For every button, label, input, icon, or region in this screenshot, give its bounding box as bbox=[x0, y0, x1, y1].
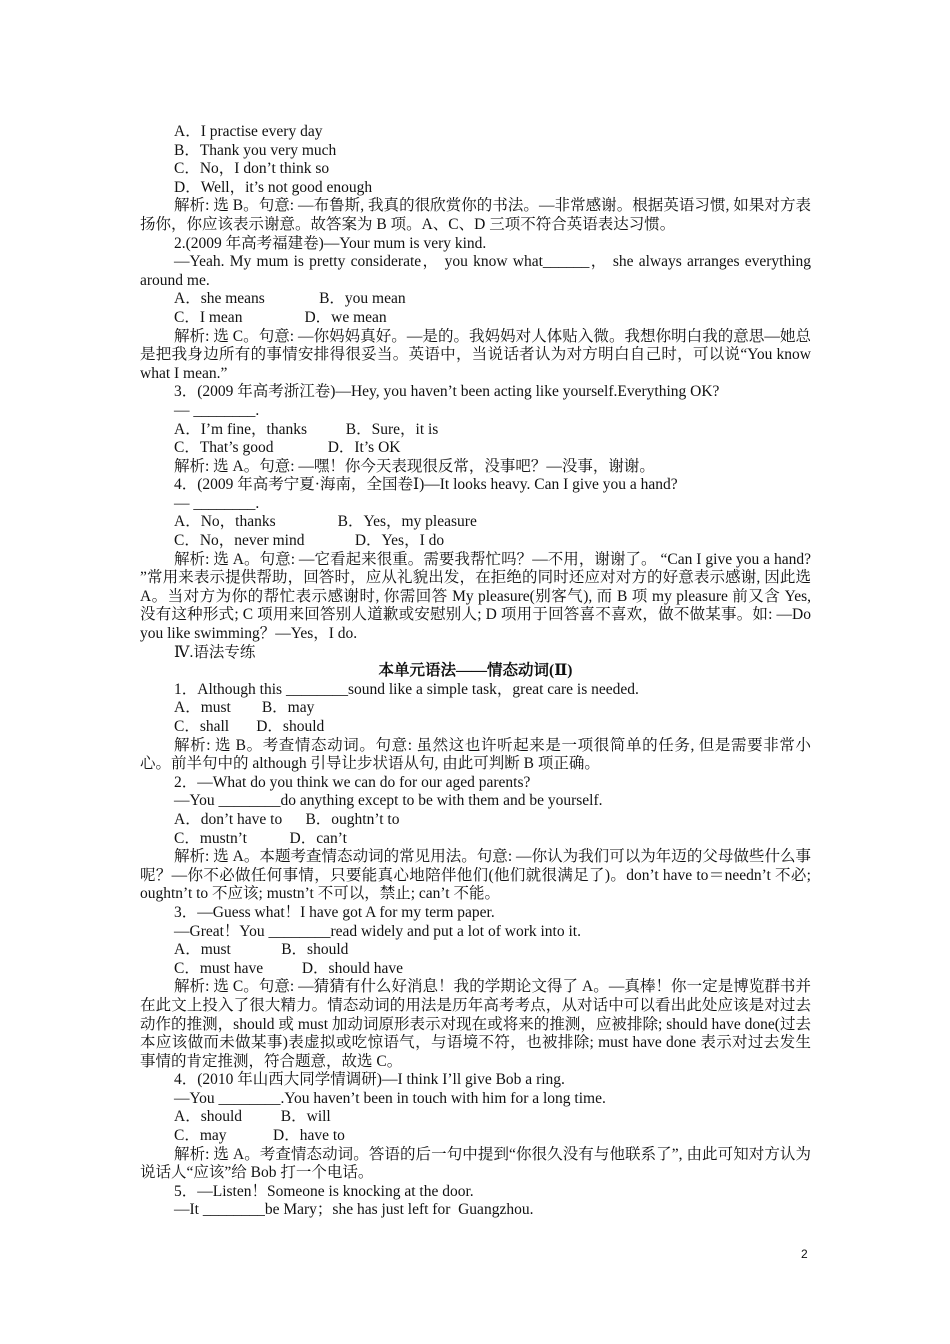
paragraph: 解析: 选 A。句意: —它看起来很重。需要我帮忙吗？—不用，谢谢了。 “Can I give you a hand? ”常用来表示提供帮助，回答时，应从礼貌出发，在拒绝的同时还应对对方的好意表示感谢, 因此选 A。当对方为你的帮忙表示感谢时, 你需回答 My pleasure(别客气), 而 B 项 my pleasure 前又含 Yes, 没有这种形式; C 项用来回答别人道歉或安慰别人; D 项用于回答喜不喜欢，做不做某事。如: —Do you like swimming？—Yes，I do. bbox=[140, 550, 811, 643]
text-line: B．Thank you very much bbox=[174, 141, 337, 159]
text-line: C．must have D．should have bbox=[174, 959, 404, 977]
text-line: A．No，thanks B．Yes，my pleasure bbox=[174, 513, 477, 531]
text-line: —It ________be Mary；she has just left for Guangzhou. bbox=[174, 1201, 534, 1219]
section-title: 本单元语法——情态动词(Ⅱ) bbox=[378, 662, 573, 680]
text-line: 3．(2009 年高考浙江卷)—Hey, you haven’t been acting like yourself.Everything OK? bbox=[174, 383, 720, 401]
text-line: A．I practise every day bbox=[174, 123, 323, 140]
text-line: C．That’s good D．It’s OK bbox=[174, 439, 401, 457]
text-line: D．Well，it’s not good enough bbox=[174, 178, 373, 196]
text-line: C．may D．have to bbox=[174, 1127, 345, 1145]
document-body bbox=[140, 123, 811, 1220]
text-line: A．should B．will bbox=[174, 1108, 331, 1126]
text-line: A．must B．should bbox=[174, 941, 349, 959]
text-line: 3．—Guess what！I have got A for my term paper. bbox=[174, 903, 495, 921]
paragraph: 解析: 选 B。句意: —布鲁斯, 我真的很欣赏你的书法。—非常感谢。根据英语习惯, 如果对方表扬你，你应该表示谢意。故答案为 B 项。A、C、D 三项不符合英语表达习惯。 bbox=[140, 197, 811, 233]
text-line: 解析: 选 A。句意: —嘿！你今天表现很反常，没事吧？—没事，谢谢。 bbox=[174, 457, 655, 475]
text-line: —You ________do anything except to be with them and be yourself. bbox=[174, 792, 603, 810]
text-line: Ⅳ.语法专练 bbox=[174, 643, 256, 661]
text-line: — ________. bbox=[174, 494, 260, 512]
text-line: C．No，never mind D．Yes，I do bbox=[174, 532, 445, 550]
text-line: —You ________.You haven’t been in touch with him for a long time. bbox=[174, 1089, 606, 1107]
text-line: —Great！You ________read widely and put a lot of work into it. bbox=[174, 922, 581, 940]
paragraph: 解析: 选 A。考查情态动词。答语的后一句中提到“你很久没有与他联系了”, 由此可知对方认为说话人“应该”给 Bob 打一个电话。 bbox=[140, 1145, 811, 1182]
paragraph: 解析: 选 C。句意: —猜猜有什么好消息！我的学期论文得了 A。—真棒！你一定是博览群书并在此文上投入了很大精力。情态动词的用法是历年高考考点，从对话中可以看出此处应该是对过去动作的推测，should 或 must 加动词原形表示对现在或将来的推测，应被排除; should have done(过去本应该做而未做某事)表虚拟或吃惊语气，与语境不符，也被排除; must have done 表示对过去发生事情的肯定推测，符合题意，故选 C。 bbox=[140, 978, 811, 1070]
text-line: — ________. bbox=[174, 401, 260, 419]
text-line: C．No，I don’t think so bbox=[174, 160, 330, 178]
text-line: 2．—What do you think we can do for our aged parents? bbox=[174, 773, 531, 791]
text-line: A．must B．may bbox=[174, 699, 315, 717]
paragraph: 解析: 选 A。本题考查情态动词的常见用法。句意: —你认为我们可以为年迈的父母做些什么事呢？—你不必做任何事情，只要能真心地陪伴他们(他们就很满足了)。don’t have to＝needn’t 不必; oughtn’t to 不应该; mustn’t 不可以，禁止; can’t 不能。 bbox=[140, 848, 811, 903]
text-line: C．mustn’t D．can’t bbox=[174, 829, 347, 847]
text-line: 4．(2010 年山西大同学情调研)—I think I’ll give Bob a ring. bbox=[174, 1071, 565, 1089]
text-line: A．don’t have to B．oughtn’t to bbox=[174, 810, 400, 828]
paragraph: —Yeah. My mum is pretty considerate， you know what______， she always arranges everything around me. bbox=[140, 253, 811, 289]
text-line: A．I’m fine，thanks B．Sure，it is bbox=[174, 420, 439, 438]
paragraph: 解析: 选 C。句意: —你妈妈真好。—是的。我妈妈对人体贴入微。我想你明白我的意思—她总是把我身边所有的事情安排得很妥当。英语中，当说话者认为对方明白自己时，可以说“You know what I mean.” bbox=[140, 327, 811, 382]
text-line: C．shall D．should bbox=[174, 718, 325, 735]
text-line: 2.(2009 年高考福建卷)—Your mum is very kind. bbox=[174, 234, 487, 252]
page-number: 2 bbox=[801, 1247, 808, 1261]
text-line: 1．Although this ________sound like a simple task，great care is needed. bbox=[174, 680, 639, 698]
paragraph: 解析: 选 B。考查情态动词。句意: 虽然这也许听起来是一项很简单的任务, 但是需要非常小心。前半句中的 although 引导让步状语从句, 由此可判断 B 项正确。 bbox=[140, 736, 811, 773]
text-line: A．she means B．you mean bbox=[174, 290, 406, 308]
text-line: C．I mean D．we mean bbox=[174, 308, 387, 326]
text-line: 5．—Listen！Someone is knocking at the door. bbox=[174, 1182, 474, 1200]
text-line: 4．(2009 年高考宁夏·海南，全国卷Ⅰ)—It looks heavy. Can I give you a hand? bbox=[174, 476, 678, 494]
